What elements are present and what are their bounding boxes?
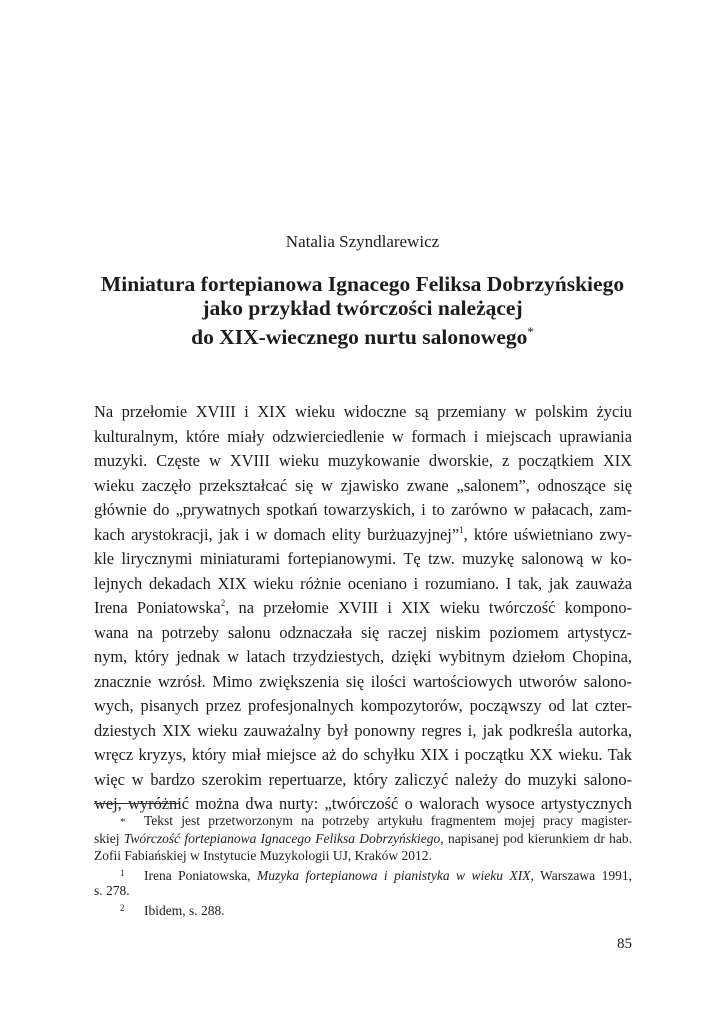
- footnote-star-line: Zofii Fabiańskiej w Instytucie Muzykologii UJ, Kraków 2012.: [94, 848, 432, 863]
- footnote-text: Ibidem, s. 288.: [144, 902, 225, 918]
- body-line: lejnych dekadach XIX wieku różnie oceniano i rozumiano. I tak, jak zauważa: [94, 573, 632, 593]
- footnote-ref-2[interactable]: 2: [220, 598, 226, 608]
- footnote-mark-1: 1: [120, 867, 125, 878]
- footnote-text: Tekst jest przetworzonym na potrzeby artykułu fragmentem mojej pracy magister-: [144, 813, 632, 828]
- body-paragraph: [94, 400, 632, 817]
- footnote-text: , napisanej pod kierunkiem dr hab.: [440, 830, 633, 846]
- title-line: [60, 320, 665, 349]
- footnote-1-line: s. 278.: [94, 883, 130, 898]
- body-line: Na przełomie XVIII i XIX wieku widoczne są przemiany w polskim życiu: [94, 402, 632, 421]
- body-line: [94, 596, 632, 621]
- body-line: wych, pisanych przez profesjonalnych kompozytorów, począwszy od lat czter-: [94, 696, 632, 715]
- body-line: nym, który jednak w latach trzydziestych, dzięki wybitnym dziełom Chopina,: [94, 647, 632, 666]
- body-line: głównie do „prywatnych spotkań towarzyskich, i to zarówno w pałacach, zam-: [94, 500, 632, 519]
- body-text-segment: Irena Poniatowska: [94, 598, 221, 617]
- body-line: kulturalnym, które miały odzwierciedlenie w formach i miejscach uprawiania: [94, 426, 632, 446]
- body-line: wieku zaczęło przekształcać się w zjawisko zwane „salonem”, odnoszące się: [94, 475, 632, 495]
- body-line: muzyki. Częste w XVIII wieku muzykowanie dworskie, z początkiem XIX: [94, 451, 632, 470]
- title-line: Miniatura fortepianowa Ignacego Feliksa Dobrzyńskiego: [100, 272, 625, 296]
- article-title: [60, 272, 665, 349]
- body-line: kle lirycznymi miniaturami fortepianowymi. Tę tzw. muzykę salonową w ko-: [94, 549, 632, 568]
- body-line: wana na potrzeby salonu odznaczała się raczej niskim poziomem artystycz-: [94, 622, 632, 642]
- title-line: jako przykład twórczości należącej: [202, 296, 523, 320]
- body-line: więc w bardzo szerokim repertuarze, który zaliczyć należy do muzyki salono-: [94, 769, 632, 789]
- title-line-text: do XIX-wiecznego nurtu salonowego: [191, 325, 528, 349]
- footnote-2-line: [94, 900, 632, 918]
- footnote-text: skiej: [94, 830, 124, 846]
- body-text-segment: , które uświetniano zwy-: [463, 524, 632, 544]
- footnote-mark-2: 2: [120, 902, 125, 913]
- footnote-star-line: [94, 812, 632, 830]
- body-line: dziestych XIX wieku zauważalny był ponowny regres i, jak podkreśla autorka,: [94, 720, 632, 740]
- footnote-book-title: Muzyka fortepianowa i pianistyka w wieku XIX: [257, 867, 531, 883]
- body-line: wręcz kryzys, który miał miejsce aż do schyłku XIX i początku XX wieku. Tak: [94, 745, 632, 764]
- author-name: Natalia Szyndlarewicz: [285, 232, 440, 251]
- footnote-text: Irena Poniatowska,: [144, 867, 258, 883]
- body-line: znacznie wzrósł. Mimo zwiększenia się ilości wartościowych utworów salono-: [94, 671, 632, 691]
- footnote-work-title: Twórczość fortepianowa Ignacego Feliksa Dobrzyńskiego: [123, 830, 441, 846]
- footnote-ref-1[interactable]: 1: [459, 524, 464, 535]
- footnote-mark-star: *: [120, 816, 126, 828]
- page-number: 85: [617, 936, 632, 952]
- footnote-divider: [94, 803, 180, 804]
- body-text-segment: kach arystokracji, jak i w domach elity burżuazyjnej”: [94, 524, 460, 544]
- body-text-segment: , na przełomie XVIII i XIX wieku twórczość kompono-: [225, 598, 633, 617]
- body-line: wej, wyróżnić można dwa nurty: „twórczość o walorach wysoce artystycznych: [94, 794, 632, 813]
- footnotes: [94, 812, 632, 917]
- footnote-text: , Warszawa 1991,: [530, 867, 632, 883]
- body-line: [94, 523, 632, 548]
- footnote-1-line: [94, 865, 632, 883]
- title-footnote-marker: *: [527, 324, 534, 339]
- footnote-star-line: [94, 830, 632, 848]
